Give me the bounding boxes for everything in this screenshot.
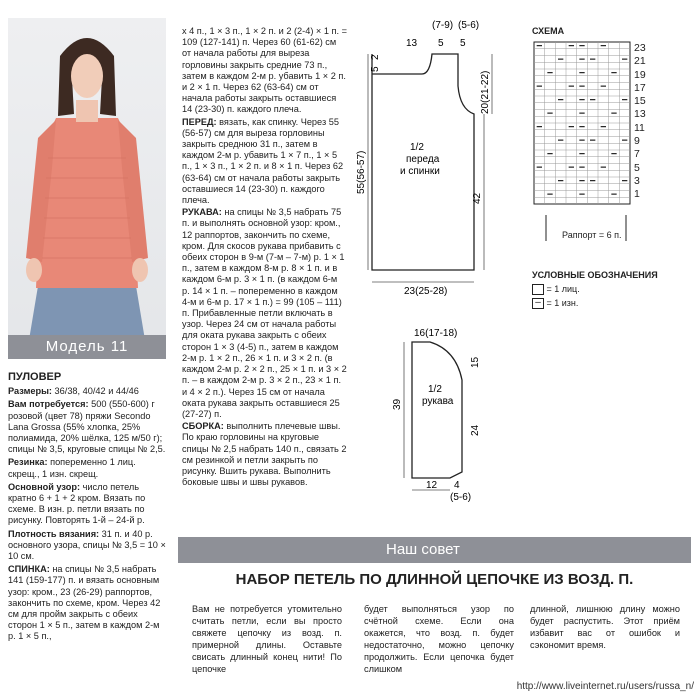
purl-mark xyxy=(579,59,584,60)
chart-row-number: 7 xyxy=(634,148,640,161)
source-url[interactable]: http://www.liveinternet.ru/users/russa_n/ xyxy=(516,681,694,692)
chart-row-number: 19 xyxy=(634,68,646,81)
purl-mark xyxy=(579,72,584,73)
purl-mark xyxy=(558,180,563,181)
tip-column-2: будет выполняться узор по счётной схеме. Если она окажется, что возд. п. будет недостаточно, можно цепочку продолжить. Если цепочка будет слишком xyxy=(364,604,514,674)
model-illustration xyxy=(8,18,166,358)
body-armhole: 20(21-22) xyxy=(480,70,491,114)
purl-mark xyxy=(579,86,584,87)
purl-mark xyxy=(579,153,584,154)
chart-row-number: 3 xyxy=(634,174,640,187)
body-neck-depth: 5 xyxy=(370,66,381,72)
chart-row-number: 17 xyxy=(634,81,646,94)
purl-mark xyxy=(601,45,606,46)
sizes-value: 36/38, 40/42 и 44/46 xyxy=(52,386,139,397)
sleeve-label: 1/2 xyxy=(428,384,442,395)
body-label: 1/2 xyxy=(410,142,424,153)
chart-row-number: 5 xyxy=(634,161,640,174)
purl-mark xyxy=(601,126,606,127)
sizes-label: Размеры: xyxy=(8,386,52,397)
purl-mark xyxy=(611,153,616,154)
front-value: вязать, как спинку. Через 55 (56-57) см для выреза горловины закрыть среднюю 31 п., затем в каждом 2-м р. убавить 1 × 7 п., 1 × 5 п., 1 × 3 п., 1 × 2 п. и 8 × 1 п. Через 62 (63-64) см от начала работы закрыть оставшиеся 14 (23-30) п. каждого плеча. xyxy=(182,116,344,206)
purl-mark xyxy=(601,86,606,87)
purl-mark xyxy=(611,72,616,73)
purl-mark xyxy=(579,113,584,114)
rib-value: попеременно 1 лиц. скрещ., 1 изн. скрещ. xyxy=(8,457,136,479)
chart-row-number: 11 xyxy=(634,121,645,134)
purl-mark xyxy=(558,59,563,60)
pattern-title: ПУЛОВЕР xyxy=(8,371,62,383)
model-photo xyxy=(8,18,166,358)
body-top-left: 13 xyxy=(406,38,418,49)
legend-item1-label: = 1 лиц. xyxy=(546,284,580,294)
model-label: Модель 11 xyxy=(8,335,166,359)
instructions-column-2 xyxy=(182,26,347,489)
purl-mark xyxy=(622,99,627,100)
body-width: 23(25-28) xyxy=(404,286,448,297)
purl-mark xyxy=(569,86,574,87)
back-continued: х 4 п., 1 × 3 п., 1 × 2 п. и 2 (2-4) × 1 п. = 109 (127-141) п. Через 60 (61-62) см от начала работы для выреза горловины закрыть средние 73 п., затем в каждом 2-м р. убавить 1 × 2 п. и 2 × 1 п. Через 62 (63-64) см от начала работы закрыть оставшиеся 14 (23-30) п. каждого плеча. xyxy=(182,26,347,115)
purl-mark xyxy=(579,167,584,168)
assembly-label: СБОРКА: xyxy=(182,421,224,432)
purl-mark xyxy=(537,86,542,87)
main-pattern-value: число петель кратно 6 + 1 + 2 кром. Вязать по схеме. В изн. р. петли вязать по рисунку. Повторять 1-й – 24-й р. xyxy=(8,481,146,526)
purl-mark xyxy=(537,45,542,46)
tip-header-bar xyxy=(178,537,691,563)
purl-mark xyxy=(547,72,552,73)
chart-row-number: 21 xyxy=(634,55,646,68)
tip-title: НАБОР ПЕТЕЛЬ ПО ДЛИННОЙ ЦЕПОЧКЕ ИЗ ВОЗД. П. xyxy=(235,571,634,588)
sleeve-bottom-right: 4 xyxy=(454,480,460,491)
body-schematic xyxy=(356,14,505,297)
density-label: Плотность вязания: xyxy=(8,528,100,539)
purl-mark xyxy=(569,126,574,127)
purl-symbol-icon: – xyxy=(532,298,544,309)
purl-mark xyxy=(622,59,627,60)
materials-value: 500 (550-600) г розовой (цвет 78) пряжи Secondo Lana Grossa (55% хлопка, 25% полиамида, 20% шёлка, 125 м/50 г); спицы № 3,5, круговые спицы № 2,5. xyxy=(8,399,166,455)
chart-title: СХЕМА xyxy=(532,26,565,36)
purl-mark xyxy=(590,59,595,60)
purl-mark xyxy=(558,99,563,100)
body-total-height: 55(56-57) xyxy=(356,150,367,194)
purl-mark xyxy=(611,113,616,114)
purl-mark xyxy=(579,126,584,127)
rib-label: Резинка: xyxy=(8,457,48,468)
body-label3: и спинки xyxy=(400,166,440,177)
legend-title: УСЛОВНЫЕ ОБОЗНАЧЕНИЯ xyxy=(532,270,658,280)
body-top-mid: 5 xyxy=(438,38,444,49)
body-label2: переда xyxy=(406,154,440,165)
chart-row-numbers xyxy=(634,42,654,202)
sleeve-schematic xyxy=(390,320,500,510)
purl-mark xyxy=(579,45,584,46)
rapport-label: Раппорт = 6 п. xyxy=(562,230,622,240)
chart-row-number: 23 xyxy=(634,42,646,54)
body-top-right: 5 xyxy=(460,38,466,49)
tip-header: Наш совет xyxy=(386,541,460,558)
legend-item-knit xyxy=(532,284,580,295)
purl-mark xyxy=(590,140,595,141)
purl-mark xyxy=(579,194,584,195)
chart-row-number: 13 xyxy=(634,108,646,121)
chart-row-number: 1 xyxy=(634,188,640,201)
back-value: на спицы № 3,5 набрать 141 (159-177) п. и вязать основным узор: кром., 23 (26-29) раппортов, закончить по схеме, кром. Через 42 см для пройм закрыть с обеих сторон 1 × 5 п., затем в каждом 2-м р. 1 × 5 п., xyxy=(8,564,161,642)
purl-mark xyxy=(558,140,563,141)
body-top-label2: (5-6) xyxy=(458,20,480,31)
sleeve-label2: рукава xyxy=(422,396,454,407)
sleeve-lower: 24 xyxy=(470,424,481,436)
sleeve-top-width: 16(17-18) xyxy=(414,328,458,339)
sleeve-bottom-right2: (5-6) xyxy=(450,492,472,503)
purl-mark xyxy=(601,167,606,168)
back-label: СПИНКА: xyxy=(8,564,50,575)
purl-mark xyxy=(611,194,616,195)
chart-row-number: 15 xyxy=(634,95,646,108)
legend-item-purl xyxy=(532,298,578,309)
front-label: ПЕРЕД: xyxy=(182,116,217,127)
body-neck-depth2: 2 xyxy=(370,54,381,60)
purl-mark xyxy=(569,45,574,46)
purl-mark xyxy=(547,113,552,114)
purl-mark xyxy=(622,140,627,141)
knit-symbol-icon xyxy=(532,284,544,295)
purl-mark xyxy=(537,126,542,127)
purl-mark xyxy=(590,99,595,100)
purl-mark xyxy=(547,153,552,154)
sleeve-total: 39 xyxy=(392,398,403,410)
body-lower: 42 xyxy=(472,192,483,204)
assembly-value: выполнить плечевые швы. По краю горловины на круговые спицы № 2,5 набрать 140 п., связать 2 см резинкой и петли закрыть по рисунку. Вшить рукава. Выполнить боковые швы и швы рукавов. xyxy=(182,421,347,488)
purl-mark xyxy=(579,99,584,100)
chart-row-number: 9 xyxy=(634,135,640,148)
purl-mark xyxy=(579,180,584,181)
sleeve-cap: 15 xyxy=(470,356,481,368)
tip-column-1: Вам не потребуется утомительно считать петли, если вы просто свяжете цепочку из возд. п. примерной длины. Оставьте свисать длинный конец нити! По цепочке xyxy=(192,604,342,674)
tip-column-3: длинной, лишнюю длину можно будет распустить. Этот приём избавит вас от ошибок и сэкономит время. xyxy=(530,604,680,650)
purl-mark xyxy=(579,140,584,141)
legend-item2-label: = 1 изн. xyxy=(546,298,579,308)
purl-mark xyxy=(547,194,552,195)
sleeve-bottom: 12 xyxy=(426,480,438,491)
materials-label: Вам потребуется: xyxy=(8,399,89,410)
purl-mark xyxy=(569,167,574,168)
density-value: 31 п. и 40 р. основного узора, спицы № 3,5 = 10 × 10 см. xyxy=(8,528,166,562)
body-top-label: (7-9) xyxy=(432,20,454,31)
main-pattern-label: Основной узор: xyxy=(8,481,81,492)
purl-mark xyxy=(590,180,595,181)
sleeves-value: на спицы № 3,5 набрать 75 п. и выполнять основной узор: кром., 12 раппортов, закончить по схеме, кром. Для скосов рукава прибавить с обеих сторон в 9-м (7-м – 7-м) р. 1 × 1 п., затем в каждом 8-м р. 8 × 1 п. и в каждом 6-м р. 3 × 1 п. (в каждом 6-м р. 14 × 1 п. – попеременно в каждом 4-м и 6-м р. 17 × 1 п.) = 99 (105 – 111) п. Прибавленные петли включать в узор. Через 24 см от начала работы для оката рукава закрыть с обеих сторон 1 × 3 (4-5) п., затем в каждом 2-м р. 1 × 2 п., 26 × 1 п. и 3 × 2 п. (в каждом 2-м р. 2 × 2 п., 25 × 1 п. и 3 × 2 п. – в каждом 2-м р. 3 × 2 п., 23 × 1 п. и 4 × 2 п.). Через 15 см от начала оката рукава закрыть оставшиеся 25 (27-27) п. xyxy=(182,207,347,419)
instructions-column-1 xyxy=(8,372,166,645)
sleeves-label: РУКАВА: xyxy=(182,207,222,218)
purl-mark xyxy=(537,167,542,168)
purl-mark xyxy=(622,180,627,181)
